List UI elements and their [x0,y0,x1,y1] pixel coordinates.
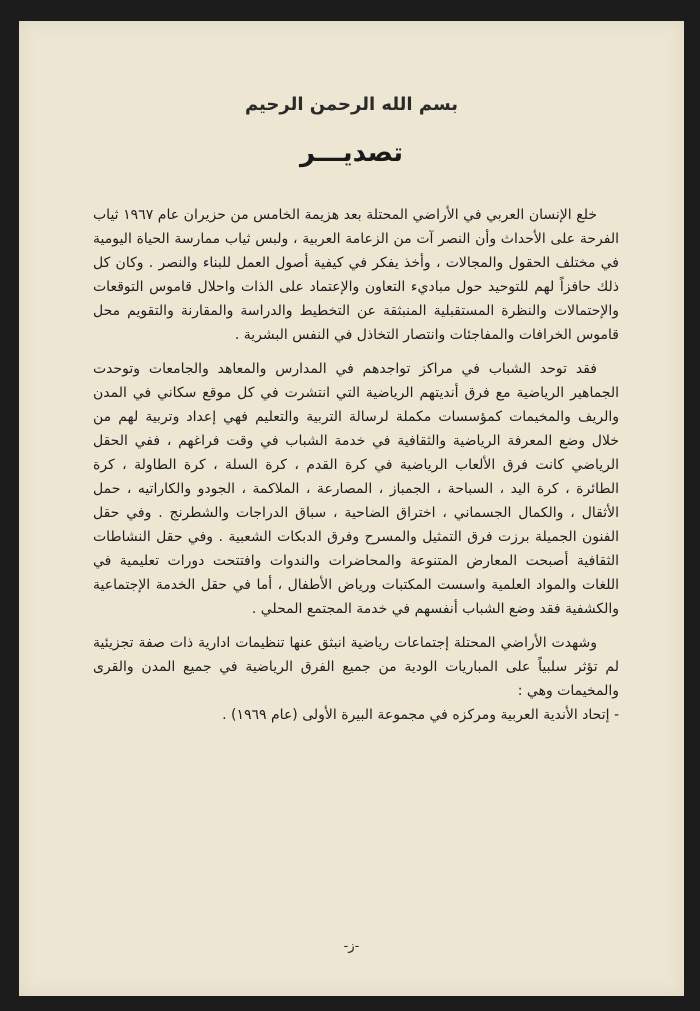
paragraph-2: فقد توحد الشباب في مراكز تواجدهم في المدارس والمعاهد والجامعات وتوحدت الجماهير الرياضية مع فرق أنديتهم الرياضية التي انتشرت في كل موقع سكاني في المدن والريف والمخيمات كمؤسسات مكملة لرسالة التربية والتعليم فهي إعداد وتربية لهم من خلال وضع المعرفة الرياضية والثقافية في خدمة الشباب في وقت فراغهم ، ففي الحقل الرياضي كانت فرق الألعاب الرياضية في كرة القدم ، كرة السلة ، كرة الطاولة ، كرة الطائرة ، كرة اليد ، السباحة ، الجمباز ، المصارعة ، الملاكمة ، الجودو والكاراتيه ، حمل الأثقال ، والكمال الجسماني ، اختراق الضاحية ، سباق الدراجات والشطرنج . وفي حقل الفنون الجميلة برزت فرق التمثيل والمسرح وفرق الدبكات الشعبية . وفي حقل النشاطات الثقافية أصبحت المعارض المتنوعة والمحاضرات والندوات وافتتحت دورات تعليمية في اللغات والمواد العلمية واسست المكتبات ورياض الأطفال ، أما في حقل الخدمة الإجتماعية والكشفية فقد وضع الشباب أنفسهم في خدمة المجتمع المحلي . [93,361,619,617]
basmala-heading: بسم الله الرحمن الرحيم [244,94,459,115]
list-item: - إتحاد الأندية العربية ومركزه في مجموعة البيرة الأولى (عام ١٩٦٩) . [222,707,619,723]
body-text [93,203,619,727]
page-title: تصديـــر [300,138,403,168]
paragraph-3: وشهدت الأراضي المحتلة إجتماعات رياضية انبثق عنها تنظيمات ادارية ذات صفة تجزيئية لم تؤثر سلبياً على المباريات الودية من جميع الفرق الرياضية في جميع المدن والقرى والمخيمات وهي : [93,635,619,699]
document-page [19,21,684,996]
paragraph-1: خلع الإنسان العربي في الأراضي المحتلة بعد هزيمة الخامس من حزيران عام ١٩٦٧ ثياب الفرحة على الأحداث وأن النصر آت من الزعامة العربية ، ولبس ثياب ممارسة الحياة اليومية في مختلف الحقول والمجالات ، وأخذ يفكر في كيفية أصول العمل للبناء والنصر . وكان كل ذلك حافزاً لهم للتوحيد حول مباديء التعاون والإعتماد على الذات واحلال قاموس التوقعات والإحتمالات والنظرة المستقبلية المنبثقة عن التخطيط والدراسة والمقارنة والتقويم محل قاموس الخرافات والمفاجئات وانتصار التخاذل في النفس البشرية . [93,207,619,343]
page-number: -ز- [343,939,360,954]
